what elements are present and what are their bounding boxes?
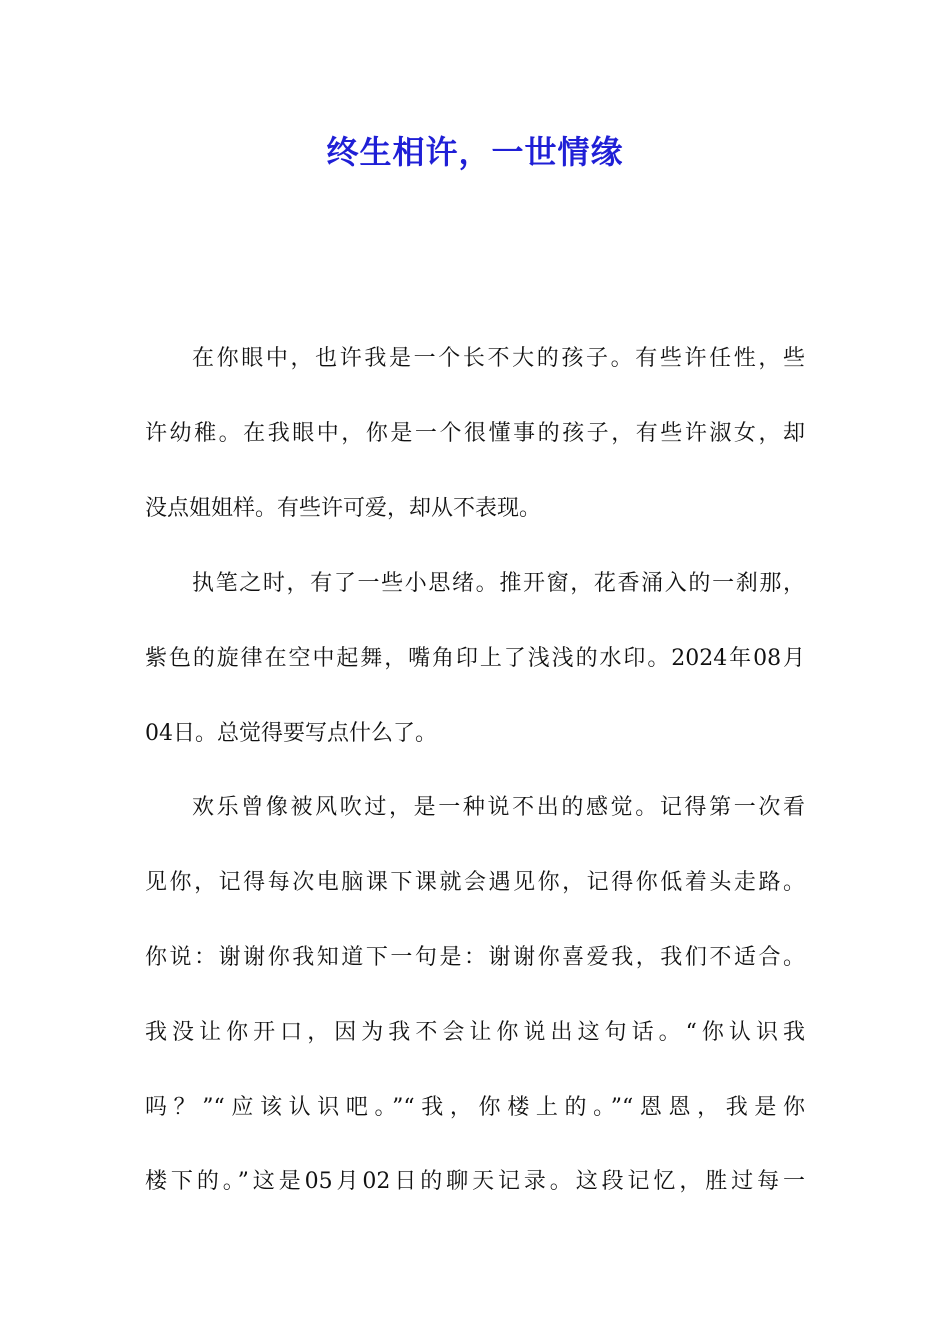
paragraph-line: 见你，记得每次电脑课下课就会遇见你，记得你低着头走路。 [145,870,805,895]
paragraph-line: 执笔之时，有了一些小思绪。推开窗，花香涌入的一刹那， [192,571,805,596]
paragraph-line: 你说：谢谢你我知道下一句是：谢谢你喜爱我，我们不适合。 [145,945,805,970]
paragraph-line: 紫色的旋律在空中起舞，嘴角印上了浅浅的水印。2024年08月 [145,646,805,671]
paragraph-line: 没点姐姐样。有些许可爱，却从不表现。 [145,496,542,521]
paragraph-line: 我没让你开口，因为我不会让你说出这句话。“你认识我 [145,1020,805,1045]
paragraph-line: 欢乐曾像被风吹过，是一种说不出的感觉。记得第一次看 [192,795,805,820]
paragraph-line: 在你眼中，也许我是一个长不大的孩子。有些许任性，些 [192,346,805,371]
document-title: 终生相许，一世情缘 [326,133,624,171]
paragraph-line: 04日。总觉得要写点什么了。 [145,721,437,746]
paragraph-line: 许幼稚。在我眼中，你是一个很懂事的孩子，有些许淑女，却 [145,421,805,446]
paragraph-line: 楼下的。”这是05月02日的聊天记录。这段记忆，胜过每一 [145,1169,805,1194]
paragraph-line: 吗？”“应该认识吧。”“我，你楼上的。”“恩恩，我是你 [145,1095,805,1120]
